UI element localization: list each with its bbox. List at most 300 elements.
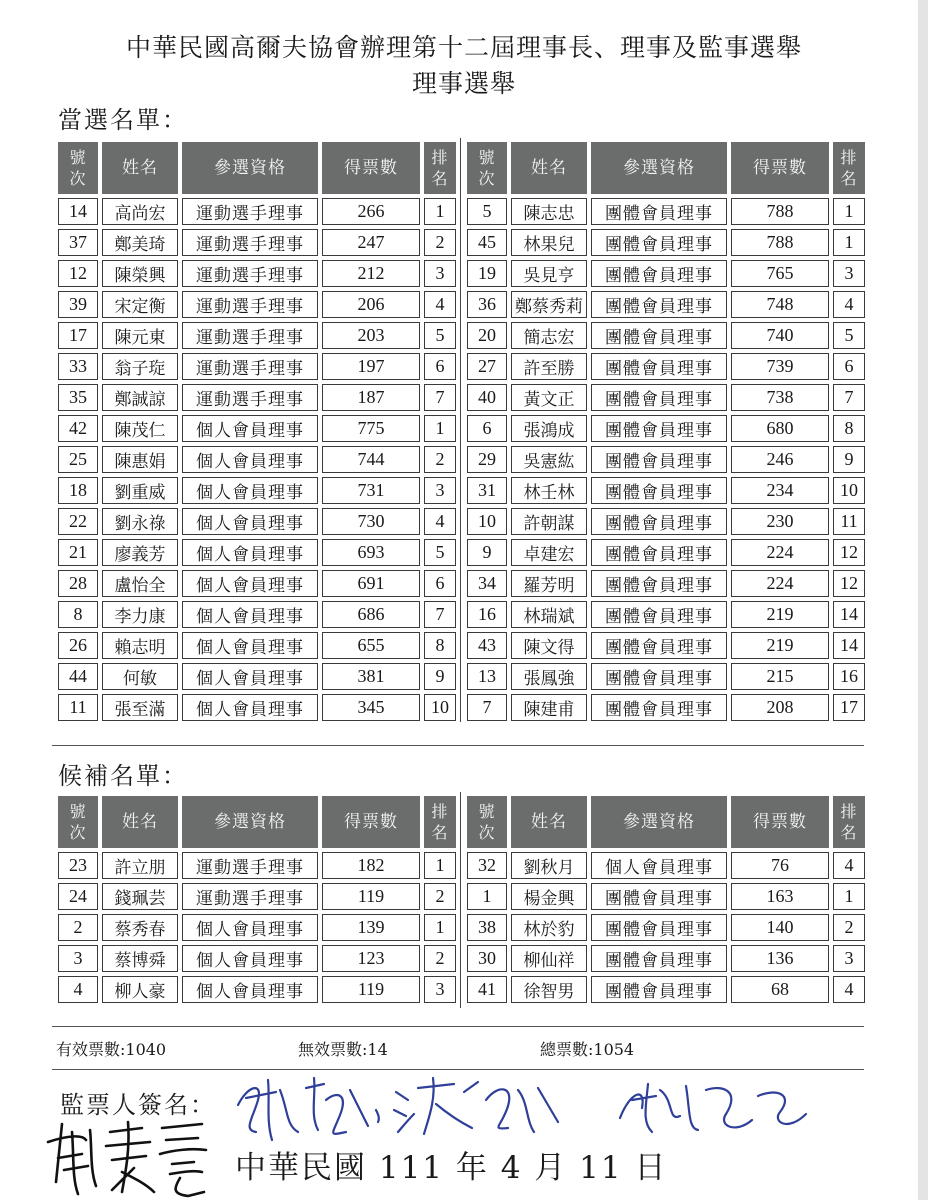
cell-rank: 1: [424, 914, 456, 941]
cell-qualification: 個人會員理事: [182, 694, 318, 721]
table-row: [58, 601, 456, 628]
cell-name: 許朝謀: [511, 508, 587, 535]
elected-list-label: 當選名單：: [58, 106, 188, 134]
cell-rank: 4: [424, 291, 456, 318]
cell-rank: 3: [833, 260, 865, 287]
cell-votes: 139: [322, 914, 420, 941]
table-row: [58, 477, 456, 504]
cell-name: 許至勝: [511, 353, 587, 380]
cell-number: 30: [467, 945, 507, 972]
cell-rank: 6: [424, 570, 456, 597]
cell-qualification: 運動選手理事: [182, 198, 318, 225]
cell-number: 21: [58, 539, 98, 566]
table-row: [467, 477, 865, 504]
cell-qualification: 運動選手理事: [182, 260, 318, 287]
table-row: [467, 539, 865, 566]
table-row: [58, 976, 456, 1003]
cell-votes: 788: [731, 198, 829, 225]
cell-votes: 140: [731, 914, 829, 941]
cell-qualification: 團體會員理事: [591, 508, 727, 535]
table-row: [58, 291, 456, 318]
cell-name: 林果兒: [511, 229, 587, 256]
table-row: [58, 852, 456, 879]
cell-qualification: 團體會員理事: [591, 229, 727, 256]
cell-votes: 197: [322, 353, 420, 380]
cell-rank: 12: [833, 539, 865, 566]
table-row: [58, 384, 456, 411]
table-row: [58, 632, 456, 659]
table-row: [58, 883, 456, 910]
cell-number: 37: [58, 229, 98, 256]
cell-rank: 3: [424, 260, 456, 287]
cell-name: 卓建宏: [511, 539, 587, 566]
handwritten-signature-black: [42, 1112, 212, 1200]
table-row: [467, 976, 865, 1003]
cell-number: 29: [467, 446, 507, 473]
signature-label: 監票人簽名：: [60, 1091, 216, 1119]
cell-votes: 345: [322, 694, 420, 721]
table-row: [467, 229, 865, 256]
cell-name: 吳憲紘: [511, 446, 587, 473]
cell-rank: 1: [424, 198, 456, 225]
cell-number: 41: [467, 976, 507, 1003]
table-row: [467, 446, 865, 473]
cell-votes: 206: [322, 291, 420, 318]
cell-number: 12: [58, 260, 98, 287]
column-divider: [460, 792, 461, 1008]
cell-number: 17: [58, 322, 98, 349]
cell-qualification: 個人會員理事: [182, 601, 318, 628]
cell-rank: 2: [424, 945, 456, 972]
cell-qualification: 團體會員理事: [591, 260, 727, 287]
table-row: [58, 945, 456, 972]
cell-number: 3: [58, 945, 98, 972]
cell-qualification: 團體會員理事: [591, 539, 727, 566]
column-header-qual: 參選資格: [182, 796, 318, 848]
cell-votes: 224: [731, 570, 829, 597]
cell-qualification: 團體會員理事: [591, 291, 727, 318]
cell-name: 盧怡全: [102, 570, 178, 597]
cell-name: 陳文得: [511, 632, 587, 659]
cell-qualification: 個人會員理事: [182, 663, 318, 690]
cell-name: 張鳳強: [511, 663, 587, 690]
cell-name: 劉重威: [102, 477, 178, 504]
cell-votes: 775: [322, 415, 420, 442]
cell-name: 吳見亨: [511, 260, 587, 287]
cell-rank: 2: [424, 883, 456, 910]
cell-qualification: 運動選手理事: [182, 229, 318, 256]
cell-qualification: 個人會員理事: [182, 570, 318, 597]
column-header-no: 號 次: [467, 796, 507, 848]
cell-rank: 3: [424, 477, 456, 504]
cell-name: 楊金興: [511, 883, 587, 910]
cell-rank: 2: [424, 229, 456, 256]
cell-rank: 1: [833, 229, 865, 256]
cell-rank: 12: [833, 570, 865, 597]
cell-votes: 224: [731, 539, 829, 566]
column-header-name: 姓名: [511, 142, 587, 194]
cell-rank: 7: [833, 384, 865, 411]
cell-votes: 119: [322, 883, 420, 910]
cell-qualification: 團體會員理事: [591, 976, 727, 1003]
cell-name: 劉秋月: [511, 852, 587, 879]
cell-number: 26: [58, 632, 98, 659]
table-row: [58, 694, 456, 721]
cell-rank: 5: [424, 539, 456, 566]
cell-votes: 119: [322, 976, 420, 1003]
cell-number: 25: [58, 446, 98, 473]
cell-rank: 4: [833, 976, 865, 1003]
cell-qualification: 個人會員理事: [182, 477, 318, 504]
cell-votes: 680: [731, 415, 829, 442]
cell-rank: 8: [424, 632, 456, 659]
cell-rank: 3: [424, 976, 456, 1003]
cell-rank: 9: [833, 446, 865, 473]
cell-rank: 16: [833, 663, 865, 690]
cell-votes: 68: [731, 976, 829, 1003]
cell-rank: 11: [833, 508, 865, 535]
table-row: [467, 632, 865, 659]
cell-rank: 9: [424, 663, 456, 690]
cell-name: 陳志忠: [511, 198, 587, 225]
cell-name: 鄭蔡秀莉: [511, 291, 587, 318]
cell-rank: 6: [833, 353, 865, 380]
cell-votes: 230: [731, 508, 829, 535]
cell-name: 柳人豪: [102, 976, 178, 1003]
cell-qualification: 團體會員理事: [591, 322, 727, 349]
table-row: [467, 415, 865, 442]
cell-qualification: 個人會員理事: [182, 539, 318, 566]
cell-votes: 748: [731, 291, 829, 318]
cell-qualification: 團體會員理事: [591, 945, 727, 972]
cell-votes: 693: [322, 539, 420, 566]
column-header-votes: 得票數: [322, 796, 420, 848]
cell-rank: 7: [424, 384, 456, 411]
cell-qualification: 團體會員理事: [591, 883, 727, 910]
column-header-qual: 參選資格: [182, 142, 318, 194]
cell-rank: 4: [424, 508, 456, 535]
cell-name: 劉永祿: [102, 508, 178, 535]
column-header-rank: 排 名: [424, 796, 456, 848]
cell-number: 40: [467, 384, 507, 411]
cell-votes: 136: [731, 945, 829, 972]
cell-name: 陳元東: [102, 322, 178, 349]
cell-number: 23: [58, 852, 98, 879]
cell-rank: 3: [833, 945, 865, 972]
cell-name: 何敏: [102, 663, 178, 690]
invalid-votes: 無效票數:14: [298, 1040, 388, 1059]
cell-qualification: 運動選手理事: [182, 883, 318, 910]
cell-rank: 4: [833, 291, 865, 318]
column-header-name: 姓名: [102, 142, 178, 194]
cell-qualification: 團體會員理事: [591, 477, 727, 504]
alternate-list-label: 候補名單：: [58, 762, 188, 790]
table-row: [467, 883, 865, 910]
cell-rank: 7: [424, 601, 456, 628]
cell-name: 陳建甫: [511, 694, 587, 721]
cell-name: 李力康: [102, 601, 178, 628]
document-date: 中華民國 111 年 4 月 11 日: [235, 1150, 668, 1186]
table-row: [58, 446, 456, 473]
cell-number: 44: [58, 663, 98, 690]
table-row: [58, 570, 456, 597]
cell-votes: 76: [731, 852, 829, 879]
cell-name: 錢珮芸: [102, 883, 178, 910]
table-row: [58, 322, 456, 349]
cell-rank: 14: [833, 632, 865, 659]
cell-number: 2: [58, 914, 98, 941]
cell-rank: 8: [833, 415, 865, 442]
cell-number: 4: [58, 976, 98, 1003]
table-row: [58, 353, 456, 380]
cell-qualification: 團體會員理事: [591, 601, 727, 628]
table-row: [58, 229, 456, 256]
cell-name: 陳惠娟: [102, 446, 178, 473]
column-header-rank: 排 名: [833, 142, 865, 194]
cell-number: 7: [467, 694, 507, 721]
cell-qualification: 運動選手理事: [182, 384, 318, 411]
column-header-votes: 得票數: [322, 142, 420, 194]
table-row: [467, 570, 865, 597]
cell-name: 翁子琁: [102, 353, 178, 380]
table-row: [58, 539, 456, 566]
cell-number: 16: [467, 601, 507, 628]
column-header-name: 姓名: [511, 796, 587, 848]
cell-votes: 163: [731, 883, 829, 910]
cell-rank: 5: [833, 322, 865, 349]
cell-rank: 1: [424, 415, 456, 442]
cell-votes: 744: [322, 446, 420, 473]
cell-rank: 1: [833, 198, 865, 225]
alternate-table-left: [54, 792, 460, 1007]
cell-votes: 247: [322, 229, 420, 256]
cell-name: 徐智男: [511, 976, 587, 1003]
cell-name: 鄭美琦: [102, 229, 178, 256]
column-header-qual: 參選資格: [591, 796, 727, 848]
cell-votes: 731: [322, 477, 420, 504]
cell-votes: 215: [731, 663, 829, 690]
cell-votes: 219: [731, 632, 829, 659]
cell-number: 43: [467, 632, 507, 659]
cell-qualification: 個人會員理事: [182, 632, 318, 659]
cell-votes: 219: [731, 601, 829, 628]
cell-votes: 655: [322, 632, 420, 659]
cell-number: 24: [58, 883, 98, 910]
alternate-table-right: [463, 792, 869, 1007]
cell-votes: 739: [731, 353, 829, 380]
table-row: [58, 508, 456, 535]
cell-qualification: 團體會員理事: [591, 446, 727, 473]
cell-rank: 2: [833, 914, 865, 941]
elected-table-right: [463, 138, 869, 725]
cell-qualification: 運動選手理事: [182, 852, 318, 879]
cell-name: 林瑞斌: [511, 601, 587, 628]
cell-qualification: 個人會員理事: [182, 976, 318, 1003]
total-votes: 總票數:1054: [540, 1040, 635, 1059]
cell-qualification: 個人會員理事: [591, 852, 727, 879]
cell-votes: 765: [731, 260, 829, 287]
cell-number: 9: [467, 539, 507, 566]
cell-votes: 381: [322, 663, 420, 690]
cell-name: 簡志宏: [511, 322, 587, 349]
table-row: [467, 852, 865, 879]
document-subtitle: 理事選舉: [411, 69, 516, 98]
table-row: [467, 291, 865, 318]
cell-qualification: 運動選手理事: [182, 291, 318, 318]
cell-number: 8: [58, 601, 98, 628]
cell-number: 19: [467, 260, 507, 287]
cell-name: 宋定衡: [102, 291, 178, 318]
cell-rank: 14: [833, 601, 865, 628]
table-row: [467, 198, 865, 225]
table-row: [58, 415, 456, 442]
cell-number: 5: [467, 198, 507, 225]
cell-qualification: 個人會員理事: [182, 415, 318, 442]
cell-rank: 6: [424, 353, 456, 380]
cell-rank: 2: [424, 446, 456, 473]
cell-votes: 187: [322, 384, 420, 411]
cell-number: 32: [467, 852, 507, 879]
table-row: [467, 945, 865, 972]
section-divider: [52, 745, 864, 746]
cell-name: 廖義芳: [102, 539, 178, 566]
column-header-name: 姓名: [102, 796, 178, 848]
cell-qualification: 團體會員理事: [591, 914, 727, 941]
cell-rank: 17: [833, 694, 865, 721]
cell-qualification: 團體會員理事: [591, 663, 727, 690]
cell-qualification: 團體會員理事: [591, 353, 727, 380]
cell-name: 張鴻成: [511, 415, 587, 442]
cell-rank: 1: [833, 883, 865, 910]
cell-qualification: 運動選手理事: [182, 322, 318, 349]
document-title: 中華民國高爾夫協會辦理第十二屆理事長、理事及監事選舉: [125, 33, 802, 62]
cell-qualification: 個人會員理事: [182, 914, 318, 941]
scan-edge: [918, 0, 928, 1200]
cell-votes: 203: [322, 322, 420, 349]
cell-number: 13: [467, 663, 507, 690]
table-row: [58, 663, 456, 690]
cell-votes: 123: [322, 945, 420, 972]
table-row: [467, 508, 865, 535]
cell-rank: 10: [424, 694, 456, 721]
column-header-no: 號 次: [58, 142, 98, 194]
cell-qualification: 團體會員理事: [591, 384, 727, 411]
table-row: [58, 914, 456, 941]
cell-number: 27: [467, 353, 507, 380]
table-row: [467, 322, 865, 349]
cell-name: 林壬林: [511, 477, 587, 504]
cell-votes: 266: [322, 198, 420, 225]
table-row: [467, 353, 865, 380]
column-header-rank: 排 名: [424, 142, 456, 194]
cell-number: 1: [467, 883, 507, 910]
cell-number: 36: [467, 291, 507, 318]
cell-rank: 1: [424, 852, 456, 879]
handwritten-signatures: [228, 1070, 828, 1150]
cell-votes: 208: [731, 694, 829, 721]
cell-name: 賴志明: [102, 632, 178, 659]
cell-qualification: 團體會員理事: [591, 570, 727, 597]
cell-votes: 730: [322, 508, 420, 535]
cell-name: 張至滿: [102, 694, 178, 721]
table-row: [467, 663, 865, 690]
table-row: [467, 260, 865, 287]
cell-number: 34: [467, 570, 507, 597]
table-row: [58, 260, 456, 287]
cell-number: 11: [58, 694, 98, 721]
column-header-votes: 得票數: [731, 142, 829, 194]
column-divider: [460, 138, 461, 722]
cell-name: 陳榮興: [102, 260, 178, 287]
cell-qualification: 個人會員理事: [182, 508, 318, 535]
cell-name: 柳仙祥: [511, 945, 587, 972]
column-header-no: 號 次: [467, 142, 507, 194]
cell-qualification: 團體會員理事: [591, 415, 727, 442]
elected-table-left: [54, 138, 460, 725]
column-header-qual: 參選資格: [591, 142, 727, 194]
table-row: [467, 601, 865, 628]
table-row: [58, 198, 456, 225]
cell-votes: 212: [322, 260, 420, 287]
column-header-votes: 得票數: [731, 796, 829, 848]
cell-name: 蔡秀春: [102, 914, 178, 941]
cell-number: 45: [467, 229, 507, 256]
cell-votes: 234: [731, 477, 829, 504]
cell-name: 林於豹: [511, 914, 587, 941]
cell-number: 28: [58, 570, 98, 597]
cell-qualification: 團體會員理事: [591, 694, 727, 721]
cell-qualification: 個人會員理事: [182, 446, 318, 473]
cell-number: 39: [58, 291, 98, 318]
cell-number: 18: [58, 477, 98, 504]
cell-qualification: 團體會員理事: [591, 632, 727, 659]
cell-votes: 788: [731, 229, 829, 256]
table-row: [467, 914, 865, 941]
cell-rank: 10: [833, 477, 865, 504]
cell-qualification: 個人會員理事: [182, 945, 318, 972]
cell-rank: 5: [424, 322, 456, 349]
cell-number: 20: [467, 322, 507, 349]
column-header-rank: 排 名: [833, 796, 865, 848]
cell-number: 38: [467, 914, 507, 941]
valid-votes: 有效票數:1040: [56, 1040, 167, 1059]
cell-votes: 182: [322, 852, 420, 879]
cell-name: 高尚宏: [102, 198, 178, 225]
cell-votes: 691: [322, 570, 420, 597]
cell-votes: 246: [731, 446, 829, 473]
cell-number: 35: [58, 384, 98, 411]
cell-votes: 686: [322, 601, 420, 628]
cell-name: 蔡博舜: [102, 945, 178, 972]
cell-number: 33: [58, 353, 98, 380]
column-header-no: 號 次: [58, 796, 98, 848]
cell-qualification: 運動選手理事: [182, 353, 318, 380]
cell-number: 31: [467, 477, 507, 504]
cell-votes: 740: [731, 322, 829, 349]
cell-name: 陳茂仁: [102, 415, 178, 442]
stats-divider-top: [52, 1026, 864, 1027]
cell-name: 羅芳明: [511, 570, 587, 597]
cell-number: 42: [58, 415, 98, 442]
cell-number: 10: [467, 508, 507, 535]
cell-qualification: 團體會員理事: [591, 198, 727, 225]
cell-number: 6: [467, 415, 507, 442]
cell-votes: 738: [731, 384, 829, 411]
table-row: [467, 694, 865, 721]
cell-rank: 4: [833, 852, 865, 879]
cell-name: 許立朋: [102, 852, 178, 879]
cell-number: 22: [58, 508, 98, 535]
